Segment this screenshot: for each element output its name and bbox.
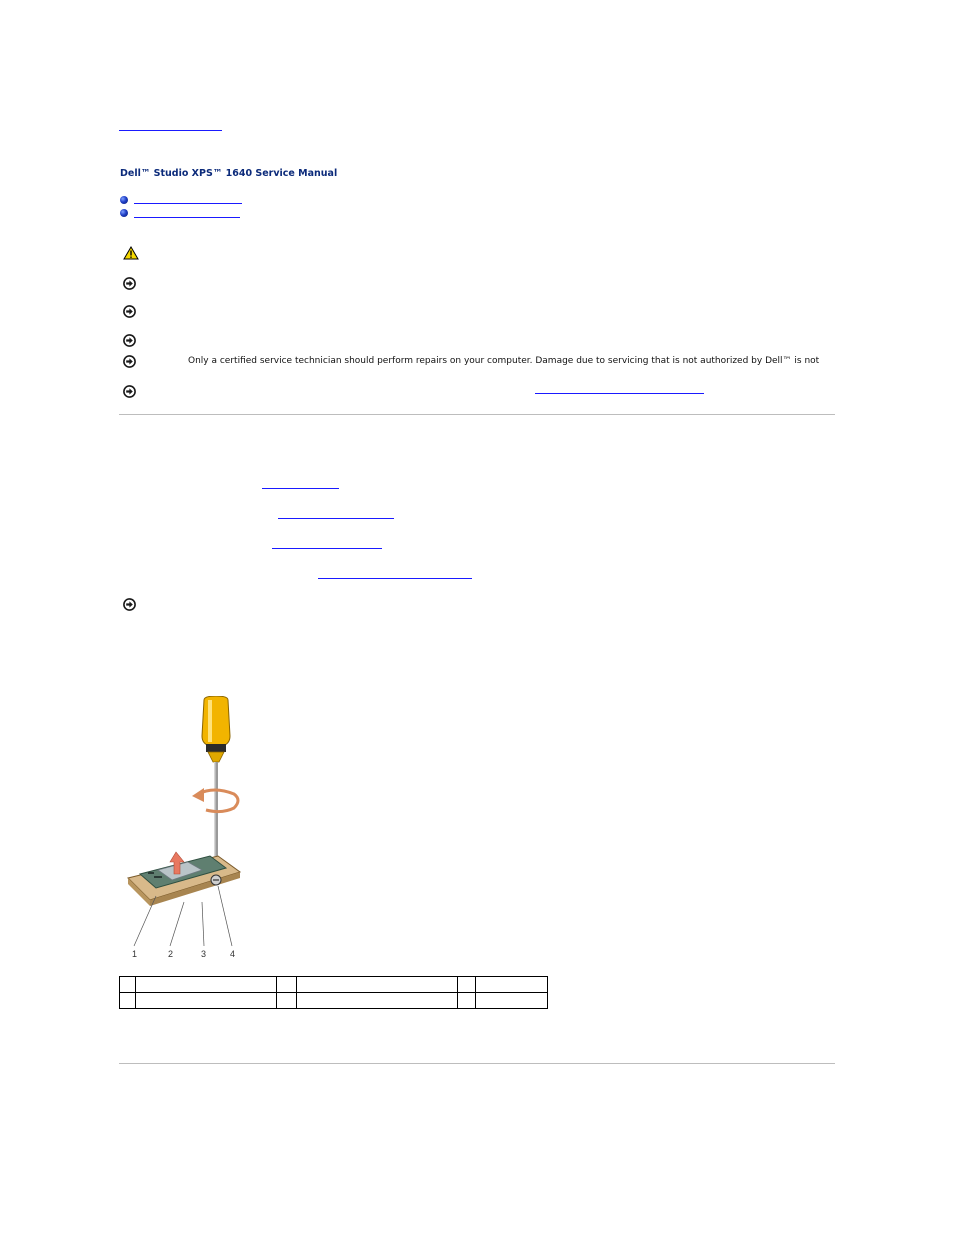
table-cell xyxy=(136,977,277,993)
callout-2: 2 xyxy=(168,949,174,959)
table-cell xyxy=(297,993,458,1009)
table-cell xyxy=(476,977,548,993)
bullet-icon xyxy=(120,196,128,204)
table-row xyxy=(120,993,548,1009)
notice-icon xyxy=(123,305,136,318)
safety-information-link[interactable] xyxy=(535,393,704,394)
callout-1: 1 xyxy=(132,949,138,959)
notice-icon xyxy=(123,355,136,368)
callout-3: 3 xyxy=(201,949,207,959)
manual-title: Dell™ Studio XPS™ 1640 Service Manual xyxy=(120,168,338,179)
table-cell xyxy=(458,993,476,1009)
step-link-2[interactable] xyxy=(278,518,394,519)
table-cell xyxy=(120,977,136,993)
notice-icon xyxy=(123,385,136,398)
table-cell xyxy=(120,993,136,1009)
technician-note-text: Only a certified service technician should perform repairs on your computer. Damage due to servicing that is not authorized by Dell™ is not xyxy=(188,356,820,366)
section-divider xyxy=(119,414,835,415)
table-row xyxy=(120,977,548,993)
table-cell xyxy=(277,993,297,1009)
step-link-1[interactable] xyxy=(262,488,339,489)
callout-4: 4 xyxy=(230,949,236,959)
section-link-2[interactable] xyxy=(134,217,240,218)
section-link-1[interactable] xyxy=(134,203,242,204)
table-cell xyxy=(476,993,548,1009)
step-link-3[interactable] xyxy=(272,548,382,549)
notice-icon xyxy=(123,277,136,290)
notice-icon xyxy=(123,334,136,347)
bottom-divider xyxy=(119,1063,835,1064)
callout-table xyxy=(119,976,548,1009)
table-cell xyxy=(297,977,458,993)
table-cell xyxy=(458,977,476,993)
table-cell xyxy=(277,977,297,993)
notice-icon xyxy=(123,598,136,611)
back-to-contents-link[interactable] xyxy=(119,130,222,131)
step-link-4[interactable] xyxy=(318,578,472,579)
table-cell xyxy=(136,993,277,1009)
caution-icon xyxy=(123,246,139,260)
processor-removal-figure xyxy=(118,696,258,960)
bullet-icon xyxy=(120,209,128,217)
